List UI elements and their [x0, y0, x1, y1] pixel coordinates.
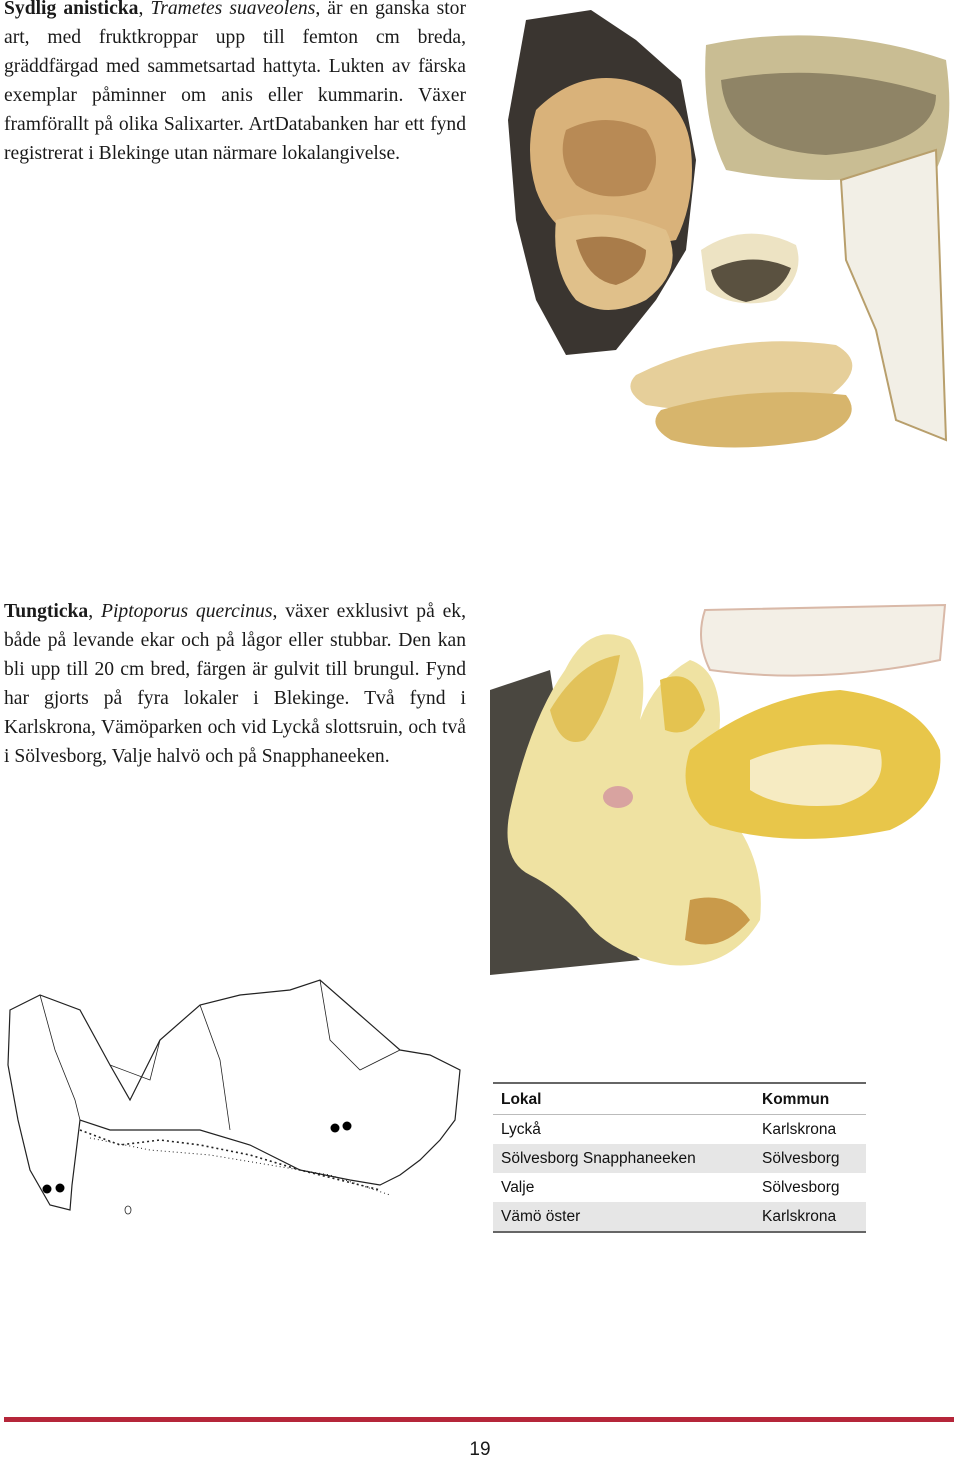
- table-header-row: [493, 1083, 866, 1115]
- page-number: 19: [469, 1439, 491, 1460]
- cell-lokal: Vämö öster: [493, 1202, 754, 1232]
- distribution-map: [0, 970, 470, 1220]
- cell-lokal: Valje: [501, 1178, 535, 1196]
- map-marker: [343, 1122, 352, 1131]
- table-row: [493, 1144, 866, 1173]
- cell-lokal: Lyckå: [501, 1120, 541, 1138]
- map-marker: [56, 1184, 65, 1193]
- separator: ,: [138, 0, 151, 19]
- illustration-sydlig-anisticka: [496, 0, 956, 460]
- table-row: [493, 1202, 866, 1232]
- table-row: [493, 1115, 866, 1145]
- cell-kommun: Sölvesborg: [762, 1178, 840, 1196]
- column-header-kommun: Kommun: [754, 1083, 866, 1115]
- illustration-tungticka: [490, 600, 960, 985]
- separator: ,: [88, 601, 101, 622]
- cell-kommun: Karlskrona: [754, 1202, 866, 1232]
- cell-kommun: Sölvesborg: [754, 1144, 866, 1173]
- paragraph-sydlig-anisticka: [4, 0, 466, 168]
- species-latin-name: Trametes suaveolens: [150, 0, 316, 19]
- footer-rule: [4, 1417, 954, 1422]
- locality-table: [493, 1082, 866, 1233]
- species-name: Tungticka: [4, 601, 89, 622]
- column-header-lokal: Lokal: [493, 1083, 754, 1115]
- paragraph-tungticka: [4, 597, 466, 771]
- table-row: [493, 1173, 866, 1202]
- map-marker: [331, 1124, 340, 1133]
- species-description: , är en ganska stor art, med fruktkroppar upp till femton cm breda, gräddfärgad med sammetsartad hattyta. Lukten av färska exemplar påminner om anis eller kummarin. Växer framförallt på olika Salixarter. ArtDatabanken har ett fynd registrerat i Blekinge utan närmare lokalangivelse.: [4, 0, 466, 164]
- species-latin-name: Piptoporus quercinus: [100, 601, 273, 622]
- cell-kommun: Karlskrona: [762, 1120, 837, 1138]
- species-name: Sydlig anisticka: [4, 0, 139, 19]
- species-description: , växer exklusivt på ek, både på levande ekar och på lågor eller stubbar. Den kan bli upp till 20 cm bred, färgen är gulvit till brungul. Fynd har gjorts på fyra lokaler i Blekinge. Två fynd i Karlskrona, Vämöparken och vid Lyckå slottsruin, och två i Sölvesborg, Valje halvö och på Snapphaneeken.: [4, 601, 467, 767]
- map-marker: [43, 1185, 52, 1194]
- cell-lokal: Sölvesborg Snapphaneeken: [493, 1144, 754, 1173]
